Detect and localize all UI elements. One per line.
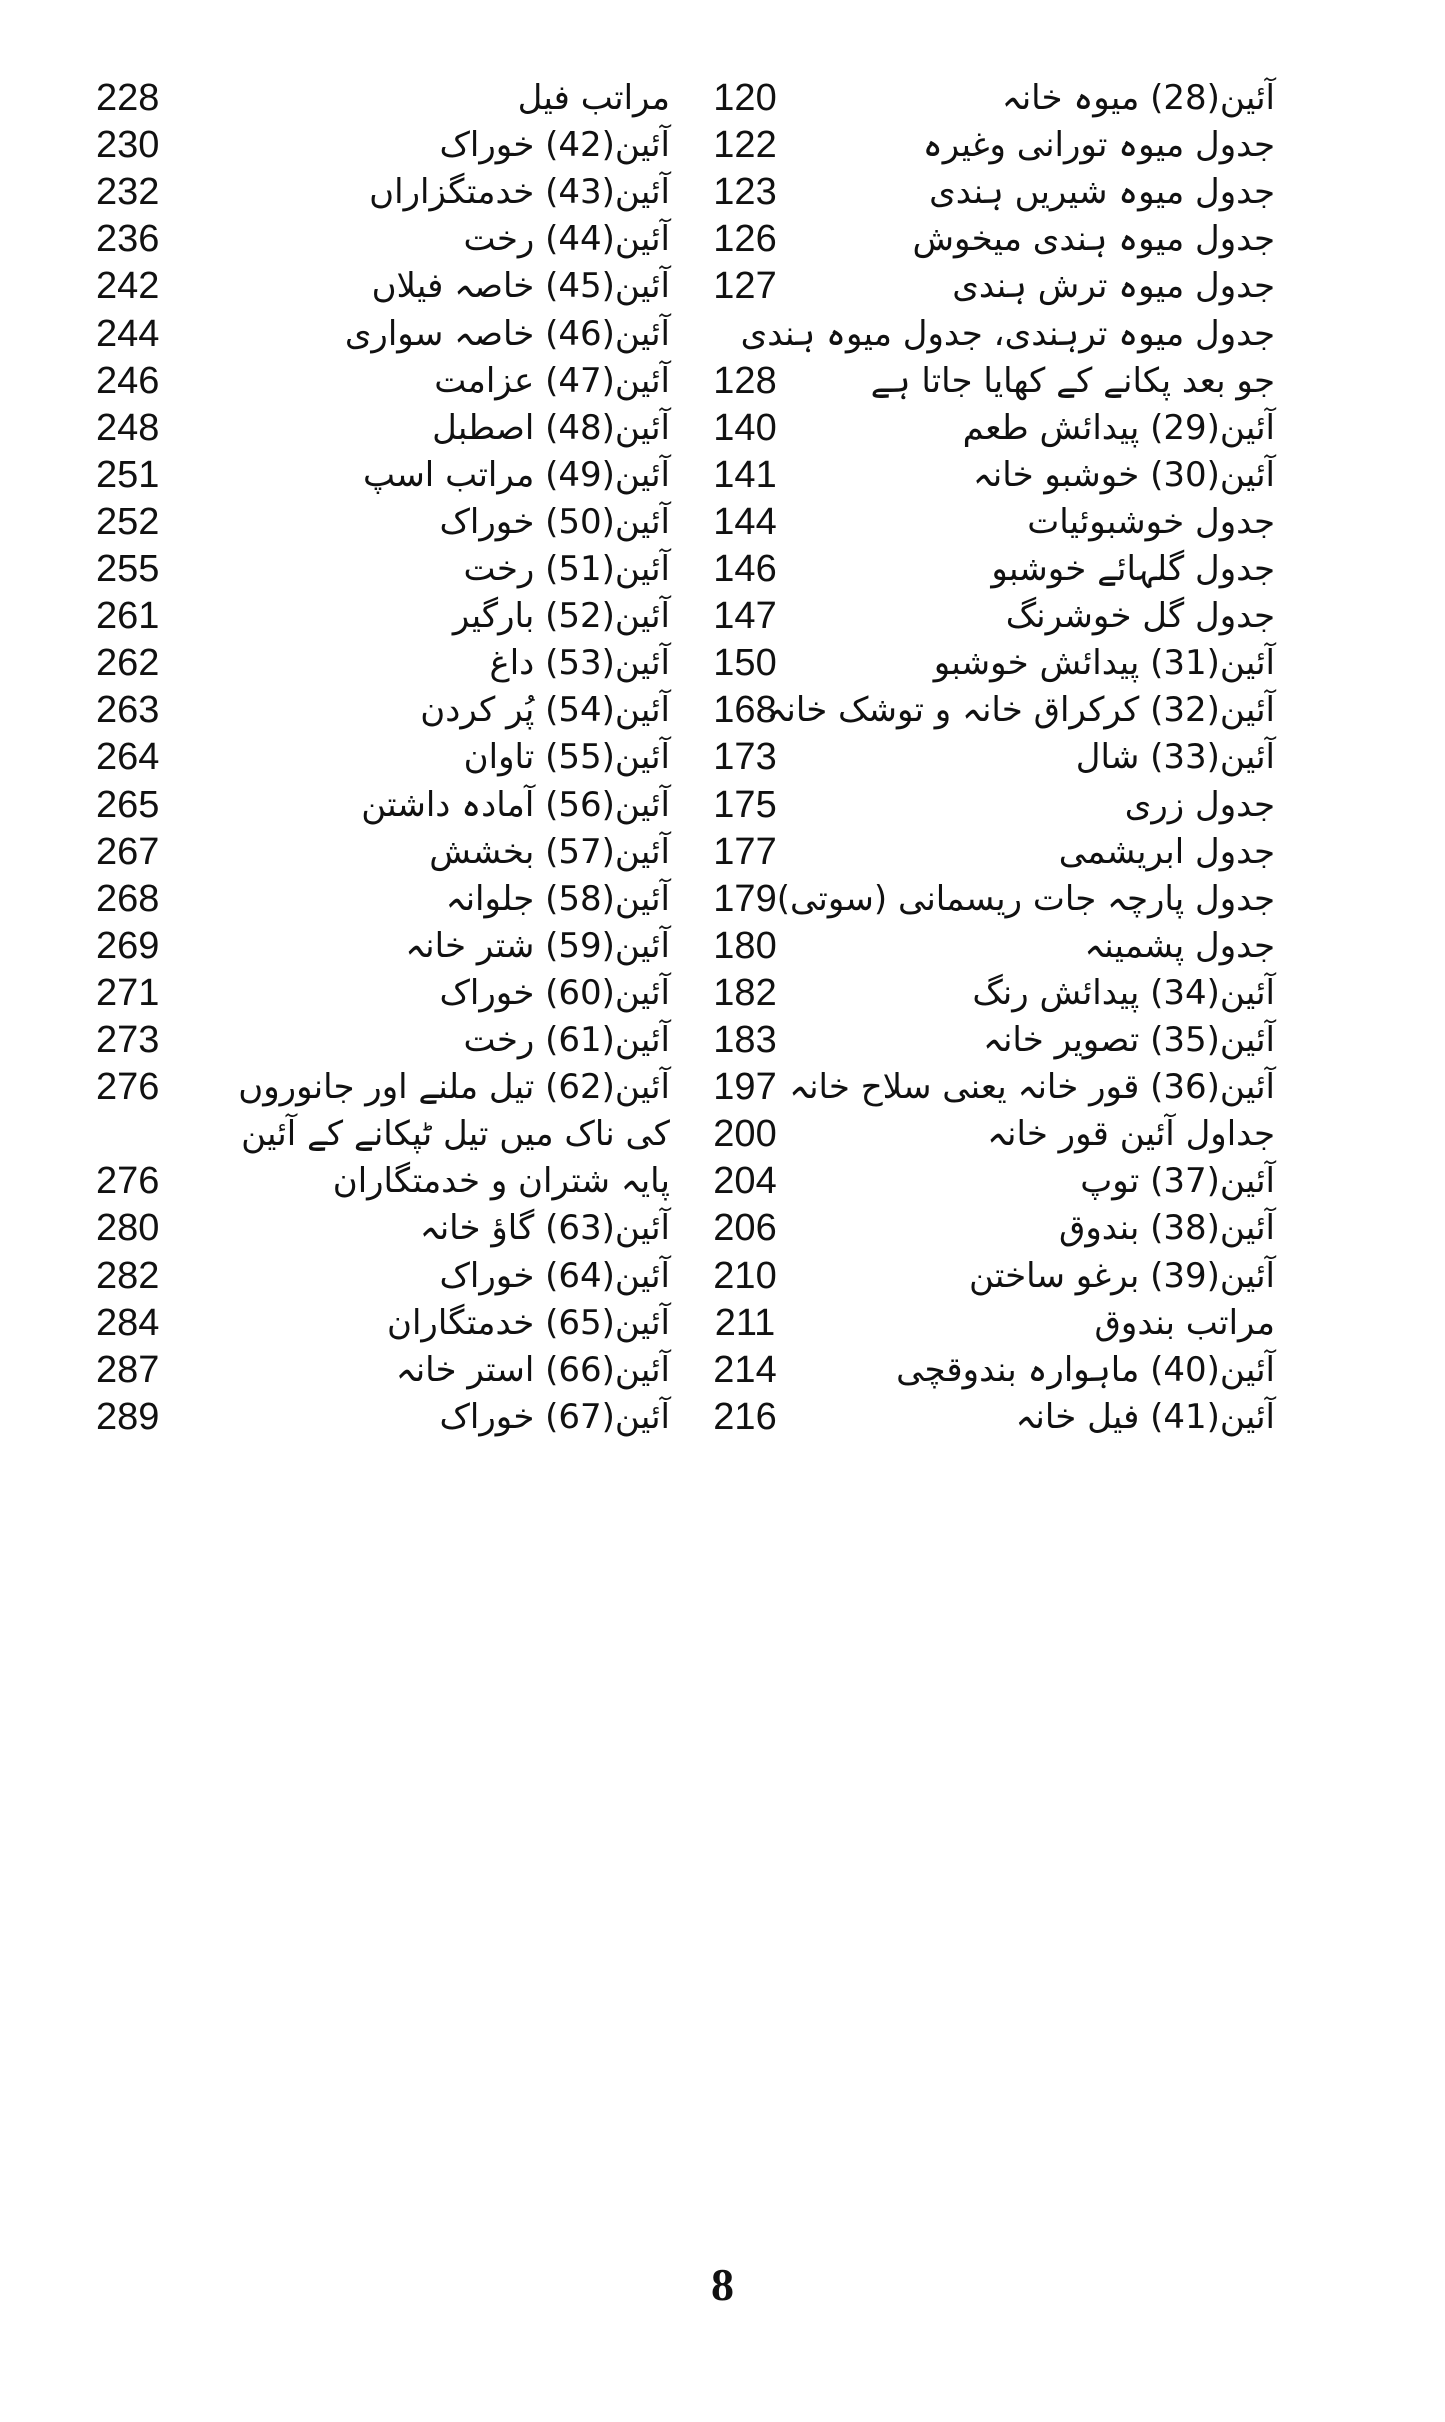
toc-page-number-middle: 197: [713, 1066, 777, 1109]
toc-entry-right: جدول میوہ شیریں ہندی: [929, 172, 1275, 213]
toc-entry-left: آئین(53) داغ: [489, 643, 670, 684]
toc-page-number-middle: 206: [713, 1207, 777, 1250]
toc-entry-right: جداول آئین قور خانہ: [987, 1114, 1275, 1155]
toc-page-number-left: 246: [96, 359, 160, 402]
toc-entry-right: جدول گل خوشرنگ: [1005, 596, 1275, 637]
toc-page-number-middle: 126: [713, 218, 777, 261]
toc-entry-right: آئین(30) خوشبو خانہ: [972, 454, 1275, 495]
toc-page-number-left: 265: [96, 783, 160, 826]
toc-page-number-middle: 150: [713, 642, 777, 685]
toc-page-number-left: 284: [96, 1301, 160, 1344]
toc-entry-left: کی ناک میں تیل ٹپکانے کے آئین: [241, 1114, 670, 1155]
toc-page-number-left: 264: [96, 736, 160, 779]
toc-entry-right: آئین(33) شال: [1075, 737, 1275, 778]
toc-page-number-middle: 211: [714, 1301, 776, 1344]
toc-entry-right: آئین(34) پیدائش رنگ: [972, 972, 1275, 1013]
toc-entry-left: آئین(65) خدمتگاران: [387, 1302, 670, 1343]
toc-page-number-middle: 147: [713, 595, 777, 638]
toc-page-number-left: 251: [96, 453, 160, 496]
toc-page-number-middle: 183: [713, 1019, 777, 1061]
toc-page-number-left: 271: [96, 971, 160, 1014]
toc-page-number-left: 244: [96, 312, 160, 355]
toc-page-number-middle: 141: [713, 453, 777, 496]
toc-entry-left: آئین(58) جلوانہ: [445, 878, 670, 919]
toc-page-number-left: 280: [96, 1207, 160, 1250]
toc-entry-left: آئین(63) گاؤ خانہ: [419, 1208, 670, 1249]
toc-page-number-middle: 140: [713, 406, 777, 449]
toc-page-number-middle: 144: [713, 500, 777, 543]
toc-entry-right: جدول پشمینہ: [1084, 925, 1275, 966]
toc-page-number-middle: 216: [713, 1395, 777, 1438]
toc-page-number-middle: 180: [713, 924, 777, 967]
toc-entry-left: آئین(57) بخشش: [429, 831, 670, 872]
toc-entry-right: جدول میوہ ہندی میخوش: [912, 219, 1275, 260]
toc-entry-right: آئین(41) فیل خانہ: [1015, 1396, 1275, 1437]
toc-entry-left: آئین(46) خاصہ سواری: [344, 313, 670, 354]
toc-entry-left: آئین(42) خوراک: [439, 125, 670, 166]
toc-entry-left: آئین(67) خوراک: [439, 1396, 670, 1437]
toc-page-number-left: 276: [96, 1066, 160, 1109]
toc-entry-left: آئین(56) آمادہ داشتن: [361, 784, 670, 825]
toc-entry-right: جدول میوہ ترش ہندی: [952, 266, 1275, 307]
toc-entry-right: آئین(39) برغو ساختن: [968, 1255, 1275, 1296]
toc-page-number-left: 232: [96, 171, 160, 214]
toc-page-number-middle: 214: [713, 1348, 777, 1391]
toc-page-number-left: 261: [96, 595, 160, 638]
toc-row: [0, 1381, 1445, 1453]
toc-entry-left: مراتب فیل: [517, 78, 670, 118]
toc-entry-left: آئین(52) بارگیر: [452, 596, 670, 637]
toc-page-number-left: 267: [96, 830, 160, 873]
toc-page-number-left: 228: [96, 77, 160, 119]
toc-entry-left: آئین(60) خوراک: [439, 972, 670, 1013]
toc-entry-right: آئین(28) میوہ خانہ: [1001, 78, 1275, 118]
toc-entry-right: آئین(40) ماہوارہ بندوقچی: [896, 1349, 1275, 1390]
toc-page-number-left: 273: [96, 1019, 160, 1061]
toc-entry-left: آئین(48) اصطبل: [432, 407, 670, 448]
toc-page-number-middle: 168: [713, 689, 777, 732]
toc-entry-left: آئین(59) شتر خانہ: [405, 925, 670, 966]
toc-page-number-left: 268: [96, 877, 160, 920]
toc-page-number-left: 252: [96, 500, 160, 543]
toc-entry-left: آئین(54) پُر کردن: [420, 690, 670, 731]
toc-entry-right: آئین(31) پیدائش خوشبو: [933, 643, 1275, 684]
toc-page-number-middle: 175: [713, 783, 777, 826]
toc-page-number-middle: 182: [713, 971, 777, 1014]
toc-page-number-left: 276: [96, 1160, 160, 1203]
toc-page-number-middle: 210: [713, 1254, 777, 1297]
toc-entry-right: مراتب بندوق: [1094, 1302, 1275, 1343]
toc-entry-left: آئین(66) استر خانہ: [395, 1349, 670, 1390]
toc-page-number-left: 289: [96, 1395, 160, 1438]
toc-entry-right: آئین(37) توپ: [1080, 1161, 1275, 1202]
toc-entry-right: جدول خوشبوئیات: [1027, 501, 1275, 542]
toc-entry-left: آئین(43) خدمتگزاراں: [369, 172, 670, 213]
toc-entry-right: جدول ابریشمی: [1058, 831, 1275, 872]
toc-entry-left: آئین(62) تیل ملنے اور جانوروں: [238, 1067, 670, 1108]
toc-entry-right: آئین(29) پیدائش طعم: [962, 407, 1275, 448]
toc-page-number-left: 236: [96, 218, 160, 261]
toc-page-number-left: 230: [96, 124, 160, 167]
toc-page-number-left: 248: [96, 406, 160, 449]
toc-page-number-middle: 179: [713, 877, 777, 920]
toc-entry-right: جدول زری: [1124, 784, 1275, 825]
toc-page-number-left: 242: [96, 265, 160, 308]
toc-entry-right: جو بعد پکانے کے کھایا جاتا ہے: [870, 360, 1275, 401]
toc-entry-right: آئین(36) قور خانہ یعنی سلاح خانہ: [789, 1067, 1275, 1108]
toc-page-number-middle: 120: [713, 77, 777, 119]
toc-entry-left: آئین(47) عزامت: [434, 360, 670, 401]
toc-entry-left: آئین(50) خوراک: [439, 501, 670, 542]
toc-entry-left: آئین(55) تاوان: [463, 737, 670, 778]
toc-page-number-middle: 123: [713, 171, 777, 214]
toc-page-number-middle: 128: [713, 359, 777, 402]
toc-page-number-middle: 204: [713, 1160, 777, 1203]
toc-entry-left: آئین(64) خوراک: [439, 1255, 670, 1296]
toc-entry-right: آئین(35) تصویر خانہ: [983, 1020, 1275, 1060]
toc-entry-right: جدول میوہ ترہندی، جدول میوہ ہندی: [740, 313, 1275, 354]
toc-entry-right: آئین(32) کرکراق خانہ و توشک خانہ: [766, 690, 1275, 731]
toc-page-number-middle: 146: [713, 548, 777, 590]
toc-page-number-middle: 122: [713, 124, 777, 167]
toc-entry-right: جدول گلہائے خوشبو: [991, 549, 1275, 589]
toc-page-number-middle: 200: [713, 1113, 777, 1156]
toc-entry-right: جدول پارچہ جات ریسمانی (سوتی): [776, 878, 1275, 919]
toc-page-number-left: 255: [96, 548, 160, 590]
toc-page-number-left: 269: [96, 924, 160, 967]
toc-entry-left: پایہ شتران و خدمتگاران: [332, 1161, 670, 1202]
toc-entry-right: آئین(38) بندوق: [1058, 1208, 1275, 1249]
toc-entry-right: جدول میوہ تورانی وغیرہ: [922, 125, 1275, 166]
toc-entry-left: آئین(51) رخت: [463, 549, 670, 589]
toc-entry-left: آئین(44) رخت: [463, 219, 670, 260]
toc-page-number-left: 263: [96, 689, 160, 732]
toc-entry-left: آئین(45) خاصہ فیلاں: [371, 266, 670, 307]
toc-page-number-middle: 177: [713, 830, 777, 873]
toc-page-number-middle: 173: [713, 736, 777, 779]
toc-page-number-left: 287: [96, 1348, 160, 1391]
toc-entry-left: آئین(49) مراتب اسپ: [362, 454, 670, 495]
toc-page-number-middle: 127: [713, 265, 777, 308]
toc-entry-left: آئین(61) رخت: [463, 1020, 670, 1060]
page-number: 8: [711, 2259, 734, 2310]
toc-page-number-left: 282: [96, 1254, 160, 1297]
toc-page-number-left: 262: [96, 642, 160, 685]
